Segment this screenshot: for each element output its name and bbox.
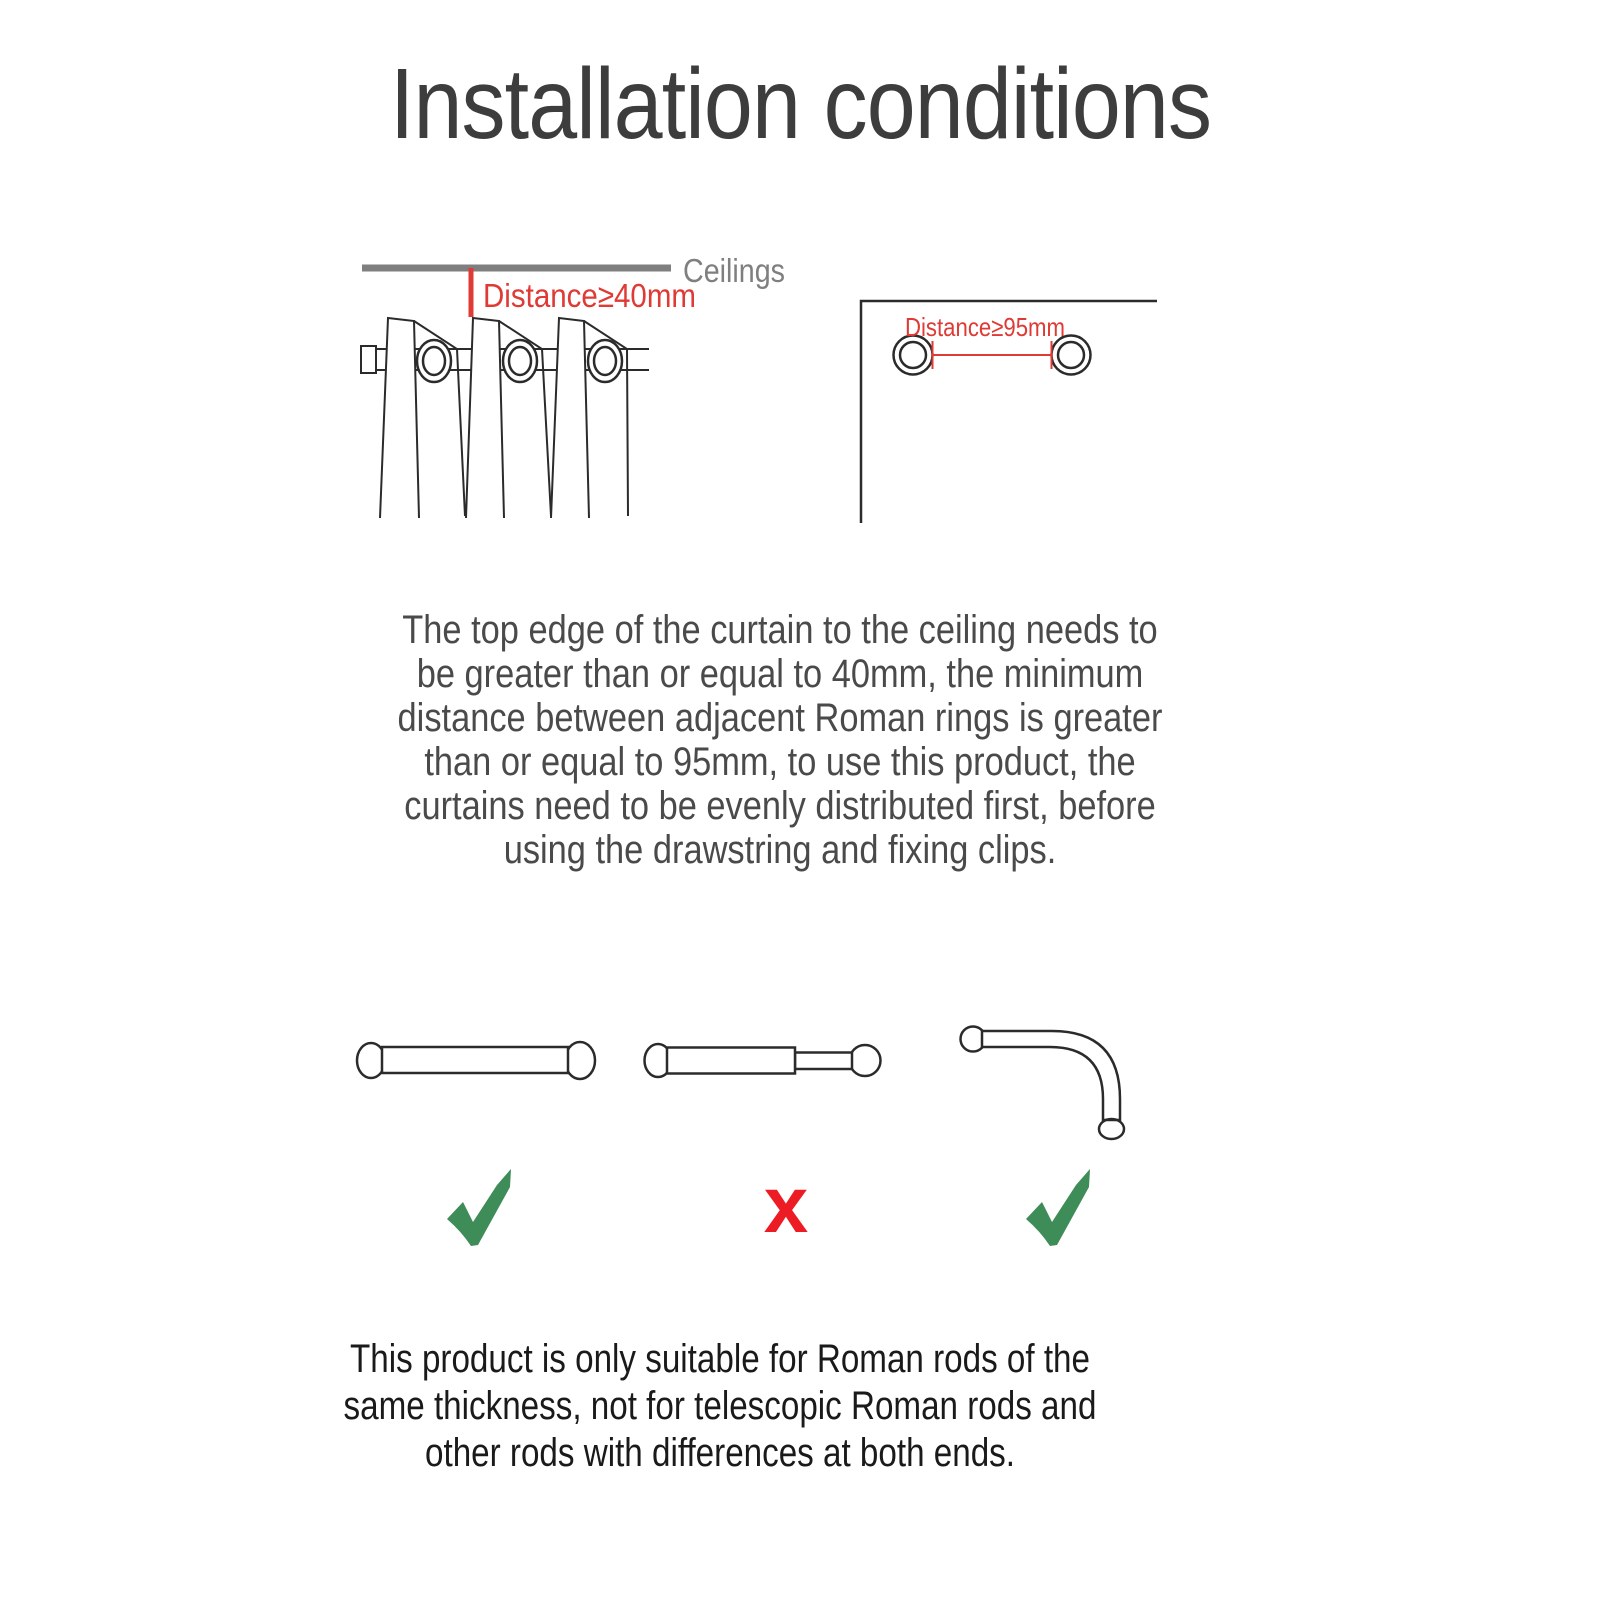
- rod-end-cap: [361, 346, 376, 373]
- rod-comparison-diagram: [340, 1000, 1145, 1260]
- cross-icon: x: [763, 1160, 809, 1249]
- pleat-1: [380, 318, 419, 518]
- paragraph-line: same thickness, not for telescopic Roman rods and: [343, 1384, 1097, 1428]
- rod-thick-section: [667, 1048, 795, 1074]
- page-title: Installation conditions: [389, 48, 1212, 160]
- installation-requirements-text: [109, 608, 1451, 872]
- paragraph-line: other rods with differences at both ends.: [425, 1431, 1015, 1475]
- pleat-2: [466, 318, 504, 518]
- distance-95mm-dimension: [933, 341, 1052, 369]
- check-icon: [1026, 1169, 1090, 1246]
- curtain-ceiling-diagram: [350, 238, 800, 530]
- rod-end-ball: [850, 1045, 881, 1076]
- straight-rod: [357, 1042, 595, 1079]
- paragraph-line: be greater than or equal to 40mm, the minimum: [416, 652, 1144, 696]
- distance-40mm-label: Distance≥40mm: [483, 277, 696, 314]
- paragraph-line: The top edge of the curtain to the ceiling needs to: [402, 608, 1158, 652]
- telescopic-rod: [645, 1044, 881, 1077]
- rod-end-ball: [565, 1042, 595, 1079]
- rod-body: [382, 1047, 568, 1073]
- paragraph-line: distance between adjacent Roman rings is greater: [397, 696, 1163, 740]
- distance-95mm-label: Distance≥95mm: [905, 312, 1065, 342]
- rod-end-ball: [1099, 1119, 1124, 1139]
- ring-spacing-diagram: [845, 290, 1180, 535]
- grommet-rings: [417, 340, 622, 382]
- paragraph-line: curtains need to be evenly distributed first, before: [404, 784, 1156, 828]
- rod-thin-section: [795, 1053, 852, 1070]
- verdict-marks: [447, 1160, 1090, 1249]
- rod-suitability-text: [122, 1336, 1317, 1477]
- check-icon: [447, 1169, 511, 1246]
- paragraph-line: than or equal to 95mm, to use this product, the: [424, 740, 1136, 784]
- curved-rod: [961, 1027, 1125, 1140]
- paragraph-line: This product is only suitable for Roman rods of the: [350, 1337, 1090, 1381]
- paragraph-line: using the drawstring and fixing clips.: [503, 828, 1057, 872]
- ceiling-label: Ceilings: [683, 252, 785, 289]
- rod-body: [982, 1031, 1120, 1120]
